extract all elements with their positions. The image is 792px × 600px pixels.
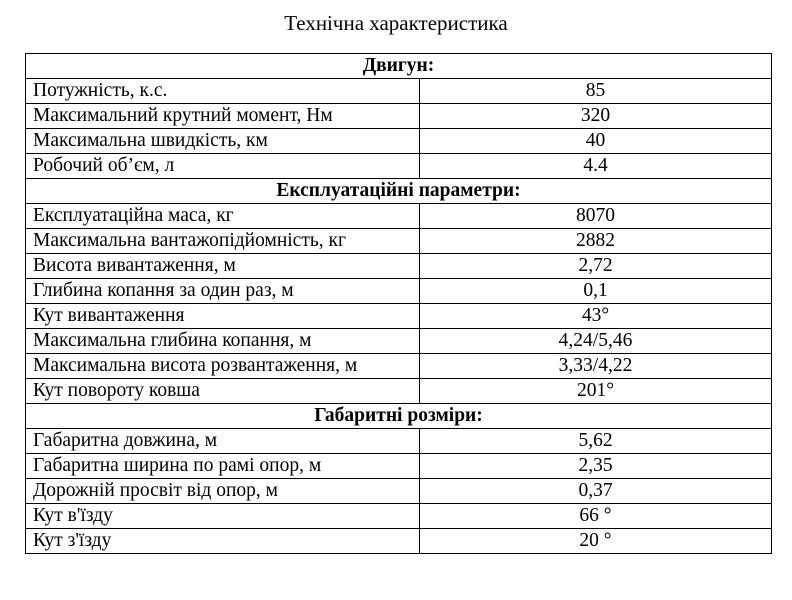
param-value: 20 ° <box>420 529 772 554</box>
spec-table <box>25 53 772 554</box>
param-value: 4,24/5,46 <box>420 329 772 354</box>
param-value: 0,37 <box>420 479 772 504</box>
table-row <box>26 304 772 329</box>
table-row <box>26 504 772 529</box>
param-value: 201° <box>420 379 772 404</box>
param-label: Максимальна швидкість, км <box>26 129 420 154</box>
table-row <box>26 329 772 354</box>
param-value: 320 <box>420 104 772 129</box>
document-title: Технічна характеристика <box>284 11 508 35</box>
param-value: 2,72 <box>420 254 772 279</box>
param-label: Потужність, к.с. <box>26 79 420 104</box>
param-value: 4.4 <box>420 154 772 179</box>
section-heading-engine: Двигун: <box>26 54 772 79</box>
table-row <box>26 254 772 279</box>
table-row <box>26 529 772 554</box>
param-label: Габаритна довжина, м <box>26 429 420 454</box>
param-value: 2,35 <box>420 454 772 479</box>
param-label: Максимальна вантажопідйомність, кг <box>26 229 420 254</box>
param-label: Дорожній просвіт від опор, м <box>26 479 420 504</box>
section-heading-overall-dimensions: Габаритні розміри: <box>26 404 772 429</box>
param-label: Кут з'їзду <box>26 529 420 554</box>
param-value: 8070 <box>420 204 772 229</box>
param-label: Кут повороту ковша <box>26 379 420 404</box>
param-value: 85 <box>420 79 772 104</box>
param-value: 66 ° <box>420 504 772 529</box>
table-row <box>26 279 772 304</box>
param-label: Максимальна висота розвантаження, м <box>26 354 420 379</box>
param-label: Експлуатаційна маса, кг <box>26 204 420 229</box>
table-row <box>26 129 772 154</box>
param-label: Максимальна глибина копання, м <box>26 329 420 354</box>
param-label: Глибина копання за один раз, м <box>26 279 420 304</box>
table-row <box>26 204 772 229</box>
table-row <box>26 229 772 254</box>
param-value: 40 <box>420 129 772 154</box>
param-label: Кут вивантаження <box>26 304 420 329</box>
table-row <box>26 354 772 379</box>
param-label: Максимальний крутний момент, Нм <box>26 104 420 129</box>
section-heading-operating-parameters: Експлуатаційні параметри: <box>26 179 772 204</box>
param-value: 3,33/4,22 <box>420 354 772 379</box>
table-row <box>26 479 772 504</box>
param-value: 0,1 <box>420 279 772 304</box>
param-value: 43° <box>420 304 772 329</box>
param-value: 2882 <box>420 229 772 254</box>
param-value: 5,62 <box>420 429 772 454</box>
section-header-row <box>26 404 772 429</box>
param-label: Кут в'їзду <box>26 504 420 529</box>
table-row <box>26 79 772 104</box>
table-row <box>26 104 772 129</box>
section-header-row <box>26 54 772 79</box>
section-header-row <box>26 179 772 204</box>
table-row <box>26 379 772 404</box>
table-row <box>26 429 772 454</box>
param-label: Габаритна ширина по рамі опор, м <box>26 454 420 479</box>
table-row <box>26 454 772 479</box>
param-label: Висота вивантаження, м <box>26 254 420 279</box>
table-row <box>26 154 772 179</box>
param-label: Робочий об’єм, л <box>26 154 420 179</box>
